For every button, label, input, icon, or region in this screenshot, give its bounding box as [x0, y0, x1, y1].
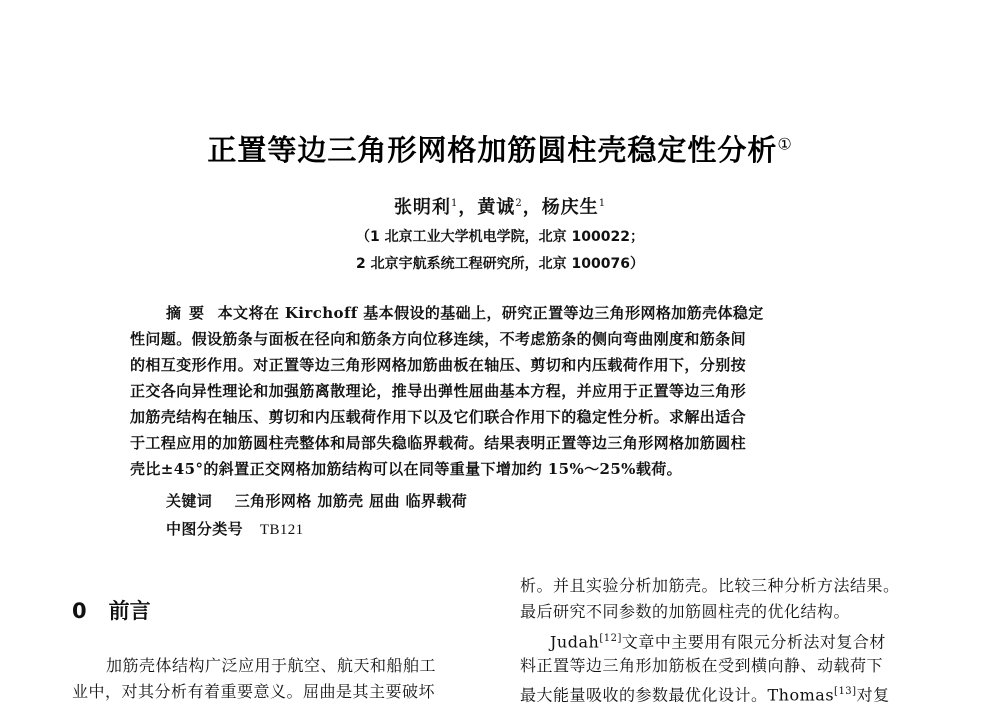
body-text: Judah	[550, 632, 600, 652]
body-line: 加筋壳体结构广泛应用于航空、航天和船舶工	[106, 656, 437, 675]
citation-ref: [13]	[834, 686, 857, 697]
keywords-value: 三角形网格 加筋壳 屈曲 临界载荷	[234, 492, 468, 510]
body-text: 最大能量吸收的参数最优化设计。Thomas	[520, 685, 835, 705]
body-text: 文章中主要用有限元分析法对复合材	[621, 632, 886, 652]
keywords-label: 关键词	[166, 492, 213, 510]
author-separator: ，	[522, 197, 542, 218]
abstract-line: 壳比±45°的斜置正交网格加筋结构可以在同等重量下增加约 15%～25%载荷。	[130, 460, 683, 478]
abstract-line: 加筋壳结构在轴压、剪切和内压载荷作用下以及它们联合作用下的稳定性分析。求解出适合	[130, 408, 747, 426]
author-name: 黄诚	[477, 197, 516, 218]
abstract-line: 性问题。假设筋条与面板在径向和筋条方向位移连续，不考虑筋条的侧向弯曲刚度和筋条间	[130, 330, 747, 348]
classification	[166, 516, 914, 543]
body-line	[520, 627, 970, 654]
abstract-text: 本文将在 Kirchoff 基本假设的基础上，研究正置等边三角形网格加筋壳体稳定	[217, 304, 764, 322]
abstract-heading: 摘要	[166, 304, 213, 322]
abstract-line: 的相互变形作用。对正置等边三角形网格加筋曲板在轴压、剪切和内压载荷作用下，分别按	[130, 356, 747, 374]
body-line: 最后研究不同参数的加筋圆柱壳的优化结构。	[520, 602, 851, 621]
body-line: 料正置等边三角形加筋板在受到横向静、动载荷下	[520, 656, 884, 675]
affiliation-line: 2 北京宇航系统工程研究所，北京 100076）	[356, 256, 644, 272]
classification-label: 中图分类号	[166, 520, 244, 538]
author-name: 张明利	[393, 197, 451, 218]
classification-value: TB121	[259, 522, 304, 538]
section-number: 0	[72, 599, 87, 623]
affiliation-line: （1 北京工业大学机电学院，北京 100022；	[356, 229, 644, 245]
author-separator: ，	[458, 197, 478, 218]
body-line: 析。并且实验分析加筋壳。比较三种分析方法结果。	[520, 576, 900, 595]
author-list	[0, 193, 1000, 219]
citation-ref: [12]	[599, 633, 622, 644]
author-affil-mark: 1	[450, 198, 459, 209]
paper-title	[0, 128, 1000, 169]
author-name: 杨庆生	[541, 197, 599, 218]
title-footnote-mark: ①	[777, 134, 793, 154]
keywords	[166, 488, 914, 514]
author-affil-mark: 1	[598, 198, 607, 209]
title-text: 正置等边三角形网格加筋圆柱壳稳定性分析	[207, 133, 778, 167]
abstract-line: 于工程应用的加筋圆柱壳整体和局部失稳临界载荷。结果表明正置等边三角形网格加筋圆柱	[130, 434, 747, 452]
abstract-line: 正交各向异性理论和加强筋离散理论，推导出弹性屈曲基本方程，并应用于正置等边三角形	[130, 382, 747, 400]
section-title: 前言	[108, 599, 151, 623]
body-line	[520, 680, 940, 707]
author-affil-mark: 2	[515, 198, 523, 209]
abstract-line	[130, 300, 878, 326]
section-heading	[72, 595, 151, 625]
body-line: 业中，对其分析有着重要意义。屈曲是其主要破坏	[72, 682, 436, 701]
body-text: 对复	[856, 685, 890, 705]
